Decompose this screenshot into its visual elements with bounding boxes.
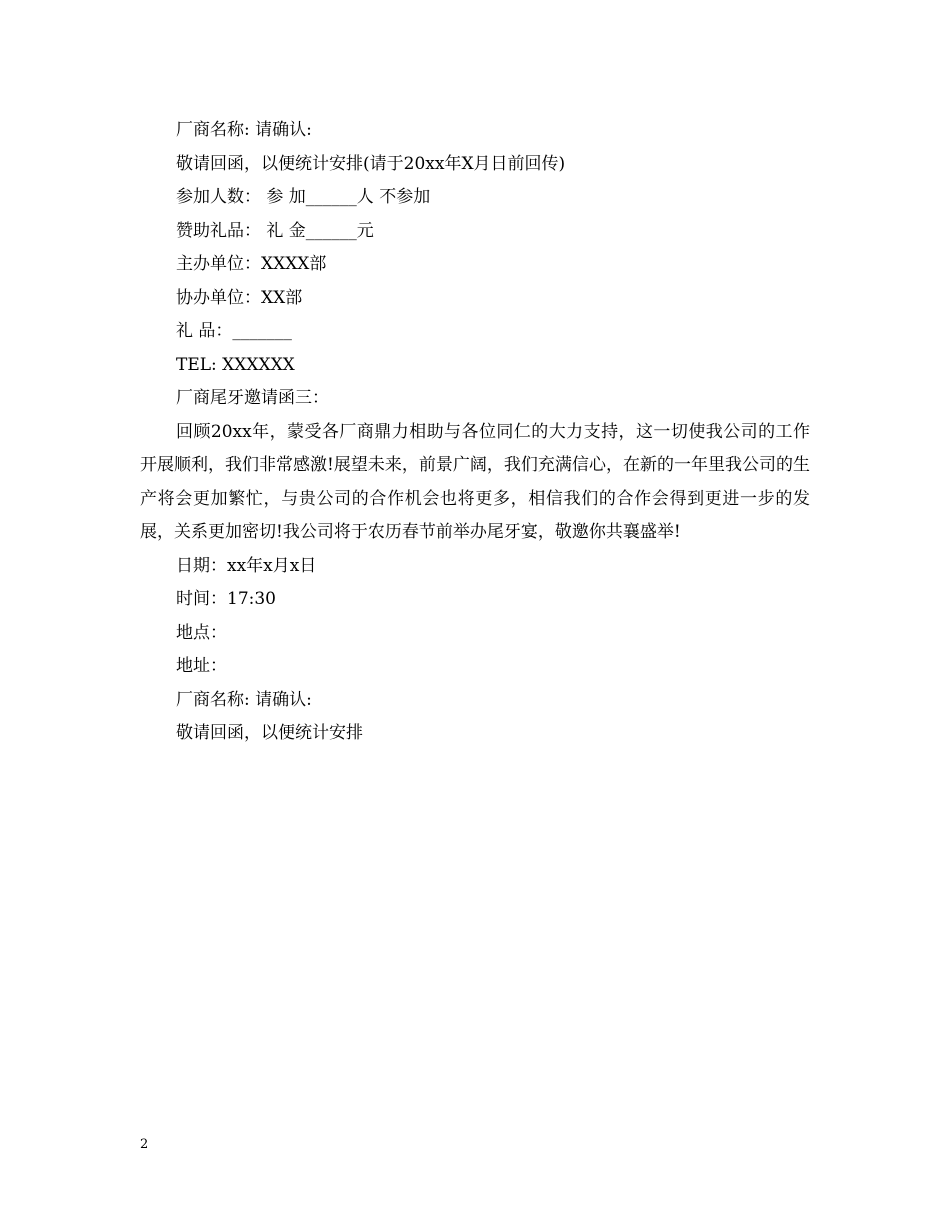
section-heading: 厂商尾牙邀请函三：: [176, 388, 329, 408]
text-line: 礼 品：_______: [176, 321, 292, 341]
text-line: 敬请回函，以便统计安排(请于20xx年X月日前回传): [176, 153, 566, 174]
text-line: 地点：: [176, 622, 227, 643]
text-line: 日期：xx年x月x日: [176, 555, 317, 576]
text-line: 参加人数： 参 加______人 不参加: [176, 187, 431, 207]
text-line: 时间：17:30: [176, 589, 276, 609]
text-line: 协办单位：XX部: [176, 287, 303, 308]
text-line: 厂商名称: 请确认:: [176, 120, 312, 140]
document-body: [140, 114, 810, 751]
text-line: 地址：: [176, 656, 227, 676]
page-number: 2: [140, 1137, 149, 1152]
body-paragraph: 回顾20xx年，蒙受各厂商鼎力相助与各位同仁的大力支持，这一切使我公司的工作开展顺利，我们非常感激!展望未来，前景广阔，我们充满信心，在新的一年里我公司的生产将会更加繁忙，与贵公司的合作机会也将更多，相信我们的合作会得到更进一步的发展，关系更加密切!我公司将于农历春节前举办尾牙宴，敬邀你共襄盛举!: [140, 421, 810, 542]
text-line: 主办单位：XXXX部: [176, 254, 327, 274]
text-line: 敬请回函，以便统计安排: [176, 723, 363, 743]
text-line: 厂商名称: 请确认:: [176, 689, 312, 710]
text-line: 赞助礼品： 礼 金______元: [176, 220, 374, 241]
text-line: TEL: XXXXXX: [176, 354, 295, 375]
